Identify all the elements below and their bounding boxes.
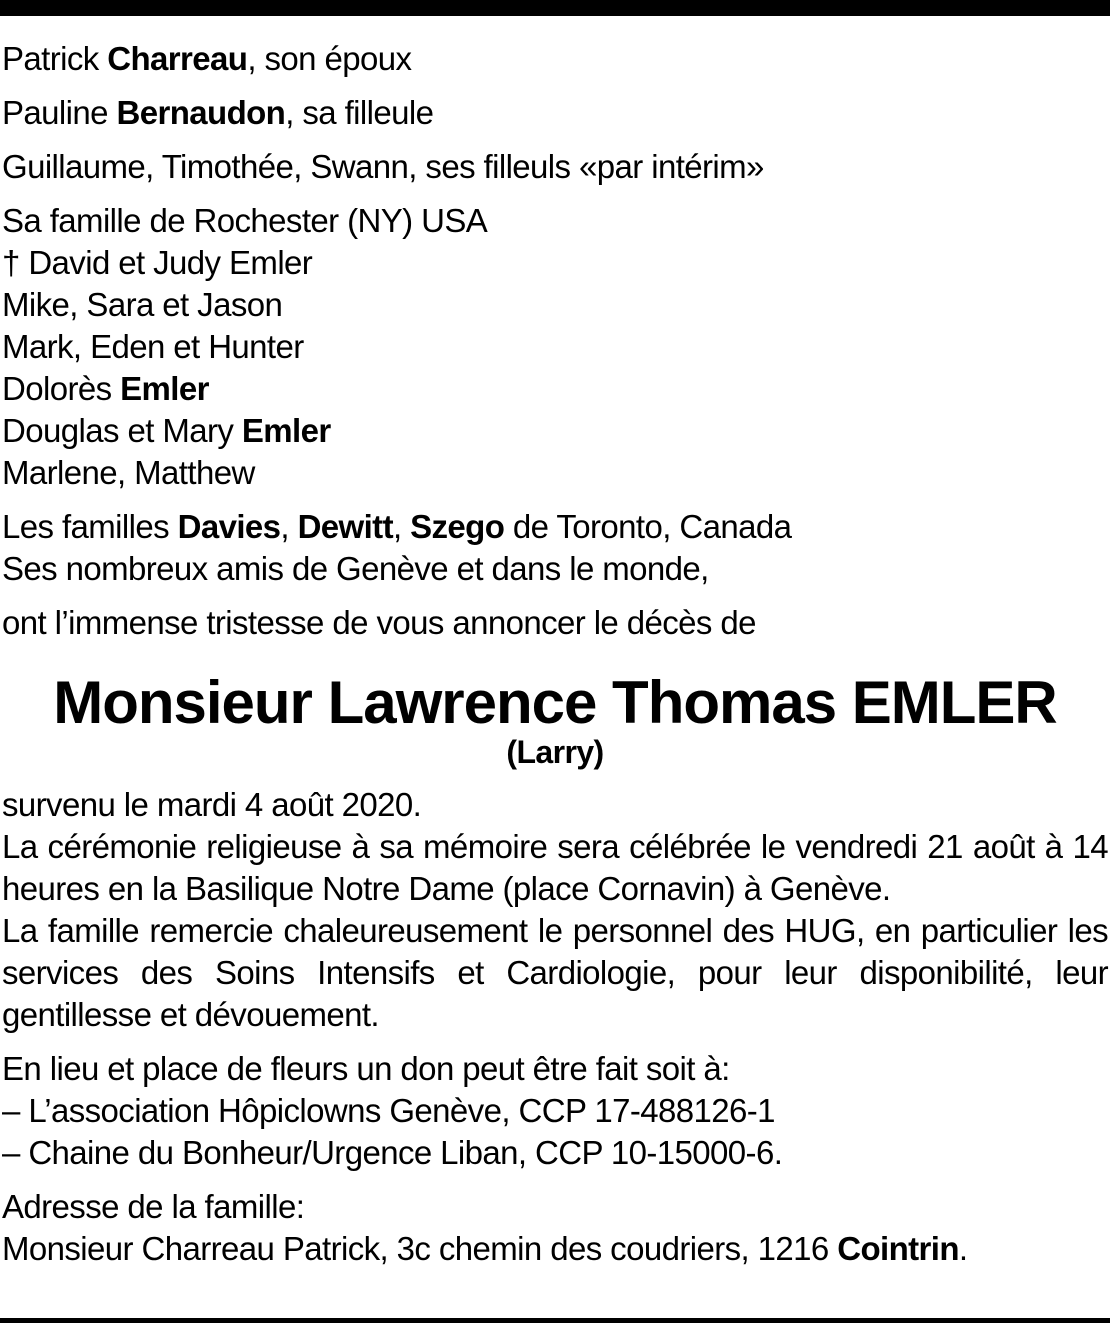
surname: Charreau: [107, 40, 248, 77]
surname: Szego: [410, 508, 505, 545]
surname: Dewitt: [297, 508, 393, 545]
surname: Bernaudon: [116, 94, 286, 131]
family-line-goddaughter: Pauline Bernaudon, sa filleule: [2, 94, 434, 131]
deceased-nickname: (Larry): [506, 734, 604, 770]
rochester-line: Mark, Eden et Hunter: [2, 328, 304, 365]
rochester-line: Marlene, Matthew: [2, 454, 255, 491]
top-rule: [0, 0, 1110, 16]
donation-item: – Chaine du Bonheur/Urgence Liban, CCP 10-15000-6.: [2, 1134, 783, 1171]
family-line-spouse: Patrick Charreau, son époux: [2, 40, 412, 77]
rochester-line: † David et Judy Emler: [2, 244, 313, 281]
friends-line: Ses nombreux amis de Genève et dans le monde,: [2, 550, 709, 587]
address-line: Monsieur Charreau Patrick, 3c chemin des coudriers, 1216 Cointrin.: [2, 1230, 968, 1267]
announcement-line: ont l’immense tristesse de vous annoncer le décès de: [2, 604, 756, 641]
bottom-rule: [0, 1318, 1110, 1323]
rochester-heading: Sa famille de Rochester (NY) USA: [2, 202, 488, 239]
rochester-line-dolores: Dolorès Emler: [2, 370, 209, 407]
donation-item: – L’association Hôpiclowns Genève, CCP 17-488126-1: [2, 1092, 775, 1129]
families-line: Les familles Davies, Dewitt, Szego de Toronto, Canada: [2, 508, 792, 545]
donation-intro: En lieu et place de fleurs un don peut être fait soit à:: [2, 1050, 730, 1087]
surname: Davies: [177, 508, 281, 545]
godchildren-line: Guillaume, Timothée, Swann, ses filleuls «par intérim»: [2, 148, 764, 185]
place-name: Cointrin: [837, 1230, 959, 1267]
address-label: Adresse de la famille:: [2, 1188, 305, 1225]
ceremony-paragraph: La cérémonie religieuse à sa mémoire sera célébrée le vendredi 21 août à 14 heures en la Basilique Notre Dame (place Cornavin) à Genève.: [2, 828, 1108, 907]
deceased-name: Monsieur Lawrence Thomas EMLER: [53, 669, 1057, 736]
surname: Emler: [241, 412, 331, 449]
surname: Emler: [120, 370, 209, 407]
rochester-line: Mike, Sara et Jason: [2, 286, 283, 323]
obituary-notice: [2, 38, 1108, 1270]
rochester-line-douglas: Douglas et Mary Emler: [2, 412, 331, 449]
thanks-paragraph: La famille remercie chaleureusement le personnel des HUG, en particulier les services des Soins Intensifs et Cardiologie, pour leur disponibilité, leur gentillesse et dévouement.: [2, 912, 1108, 1033]
death-date: survenu le mardi 4 août 2020.: [2, 786, 422, 823]
